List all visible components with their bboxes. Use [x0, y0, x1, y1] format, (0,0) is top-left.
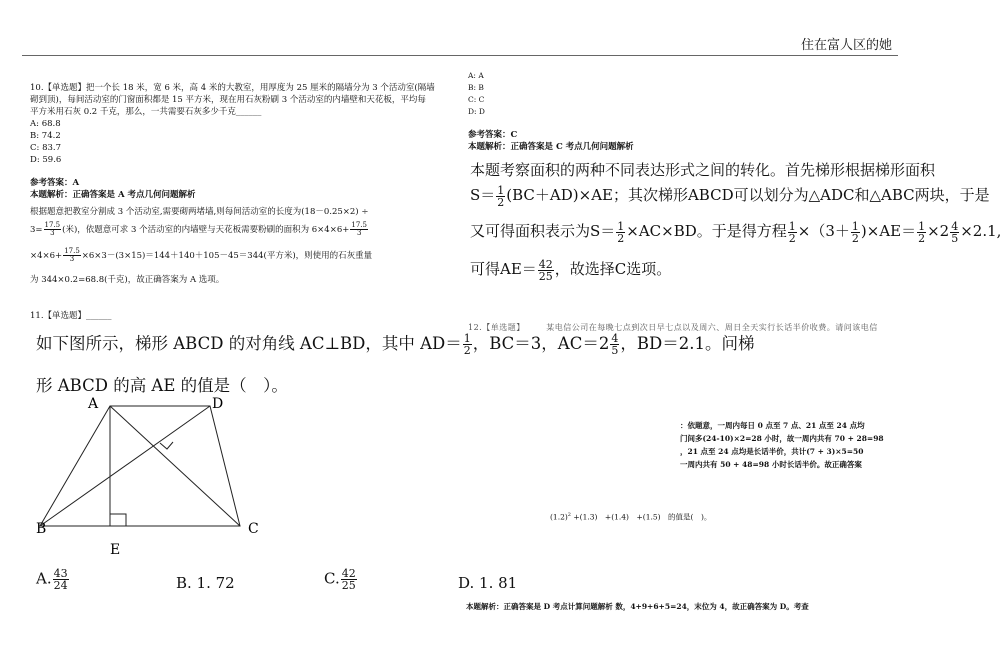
fraction: $\frac{1}{2}$: [851, 219, 859, 245]
prev-option-a: A: A: [468, 71, 484, 80]
q11-option-b: B. 1. 72: [176, 574, 235, 592]
vertex-a-label: A: [88, 396, 99, 412]
q11-option-c: C. $\frac{42}{25}$: [324, 567, 356, 592]
fraction: $\frac{1}{2}$: [918, 219, 926, 245]
q10-option-b: B: 74.2: [30, 131, 61, 141]
diagonal-bd: [40, 406, 210, 526]
q10-analysis-title: 本题解析：正确答案是 A 考点几何问题解析: [30, 190, 196, 200]
q11-text-line1: 如下图所示，梯形 ABCD 的对角线 AC⊥BD，其中 AD＝ $\frac{1}{2}$ ，BC＝3，AC＝2 $\frac{4}{5}$ ，BD＝2.1。问梯: [36, 332, 755, 357]
q10-line2: 砌到顶)，每间活动室的门窗面积都是 15 平方米，现在用石灰粉刷 3 个活动室的内墙壁和天花板，平均每: [30, 95, 426, 105]
q10-solution-line2: 3= $\frac{17.5}{3}$ (米)，依题意可求 3 个活动室的内墙壁与天花板需要粉刷的面积为 6×4×6+ $\frac{17.5}{3}$: [30, 221, 367, 237]
q11-explain-line2: S＝ $\frac{1}{2}$ (BC＋AD)×AE；其次梯形ABCD可以划分为△ADC和△ABC两块，于是: [470, 183, 990, 209]
q12-explain-line1: ：依题意，一周内每日 0 点至 7 点、21 点至 24 点均: [680, 421, 865, 430]
fraction: $\frac{42}{25}$: [538, 257, 553, 283]
q11-answer: 参考答案：C: [468, 130, 518, 140]
fraction: $\frac{17.5}{3}$: [44, 221, 61, 237]
fraction-ac: $\frac{4}{5}$: [611, 332, 619, 357]
fraction: $\frac{4}{5}$: [951, 219, 959, 245]
vertex-d-label: D: [212, 396, 224, 412]
q12-explain-line4: 一周内共有 50 + 48=98 小时长话半价。故正确答案: [680, 460, 862, 469]
q10-solution-line1: 根据题意把教室分割成 3 个活动室,需要砌两堵墙,则每间活动室的长度为(18－0.25×2) ÷: [30, 207, 369, 217]
trapezoid-outline: [40, 406, 240, 526]
fraction: $\frac{17.5}{3}$: [64, 247, 80, 263]
vertex-c-label: C: [248, 521, 259, 537]
q12-explain-line2: 门间多(24-10)×2=28 小时，故一周内共有 70 + 28=98: [680, 434, 884, 443]
q10-option-c: C: 83.7: [30, 143, 61, 153]
q10-option-d: D: 59.6: [30, 155, 62, 165]
right-angle-mark-center: [160, 442, 173, 449]
fraction: $\frac{42}{25}$: [341, 567, 356, 592]
q12-explain-line3: ，21 点至 24 点均是长话半价，共计(7 + 3)×5=50: [680, 447, 864, 456]
q11-option-d: D. 1. 81: [458, 574, 518, 592]
q11-explain-line1: 本题考察面积的两种不同表达形式之间的转化。首先梯形根据梯形面积: [470, 161, 936, 179]
q10-option-a: A: 68.8: [30, 119, 61, 129]
fraction: $\frac{1}{2}$: [497, 183, 505, 209]
q10-solution-line4: 为 344×0.2=68.8(千克)，故正确答案为 A 选项。: [30, 275, 225, 285]
q13-expression: $(1.2)^2 +(1.3)$ +(1.4) +(1.5) 的值是( )。: [550, 512, 712, 522]
prev-option-b: B: B: [468, 83, 484, 92]
header-divider: [22, 55, 898, 56]
q10-solution-line3: ×4×6+ $\frac{17.5}{3}$ ×6×3－(3×15)＝144＋140＋105－45＝344(平方米)，则使用的石灰重量: [30, 247, 373, 263]
q11-explain-line4: 可得AE＝ $\frac{42}{25}$ ，故选择C选项。: [470, 257, 672, 283]
fraction: $\frac{1}{2}$: [617, 219, 625, 245]
fraction: $\frac{17.5}{3}$: [351, 221, 367, 237]
q11-label: 11.【单选题】______: [30, 311, 112, 321]
vertex-b-label: B: [36, 521, 47, 537]
prev-option-c: C: C: [468, 95, 485, 104]
q10-answer: 参考答案：A: [30, 178, 80, 188]
q11-explain-line3: 又可得面积表示为S＝ $\frac{1}{2}$ ×AC×BD。于是得方程 $\frac{1}{2}$ ×（3＋ $\frac{1}{2}$ )×AE＝ $\frac{1}{2}$ ×2 $\frac{4}{5}$ ×2.1,: [470, 219, 1001, 245]
header-title: 住在富人区的她: [800, 38, 892, 53]
fraction-ad: $\frac{1}{2}$: [463, 332, 471, 357]
fraction: $\frac{43}{24}$: [53, 567, 68, 592]
q10-line1: 10.【单选题】把一个长 18 米，宽 6 米，高 4 米的大教室，用厚度为 25 厘米的隔墙分为 3 个活动室(隔墙: [30, 83, 435, 93]
bottom-analysis-fragment: 本题解析：正确答案是 D 考点计算问题解析 数，4+9+6+5=24，末位为 4，故正确答案为 D。考查: [466, 602, 809, 611]
prev-option-d: D: D: [468, 107, 485, 116]
q11-analysis-title: 本题解析：正确答案是 C 考点几何问题解析: [468, 142, 634, 152]
right-angle-mark-e: [110, 514, 126, 526]
fraction: $\frac{1}{2}$: [788, 219, 796, 245]
vertex-e-label: E: [110, 542, 121, 558]
q11-option-a: A. $\frac{43}{24}$: [36, 567, 68, 592]
q11-text-line2: 形 ABCD 的高 AE 的值是（ ）。: [36, 376, 288, 395]
q12-fragment: 12.【单选题】 某电信公司在每晚七点到次日早七点以及周六、周日全天实行长话半价收费。请问该电信: [468, 323, 878, 332]
q10-line3: 平方米用石灰 0.2 千克，那么，一共需要石灰多少千克______: [30, 107, 262, 117]
diagonal-ac: [110, 406, 240, 526]
trapezoid-figure: [30, 388, 280, 558]
